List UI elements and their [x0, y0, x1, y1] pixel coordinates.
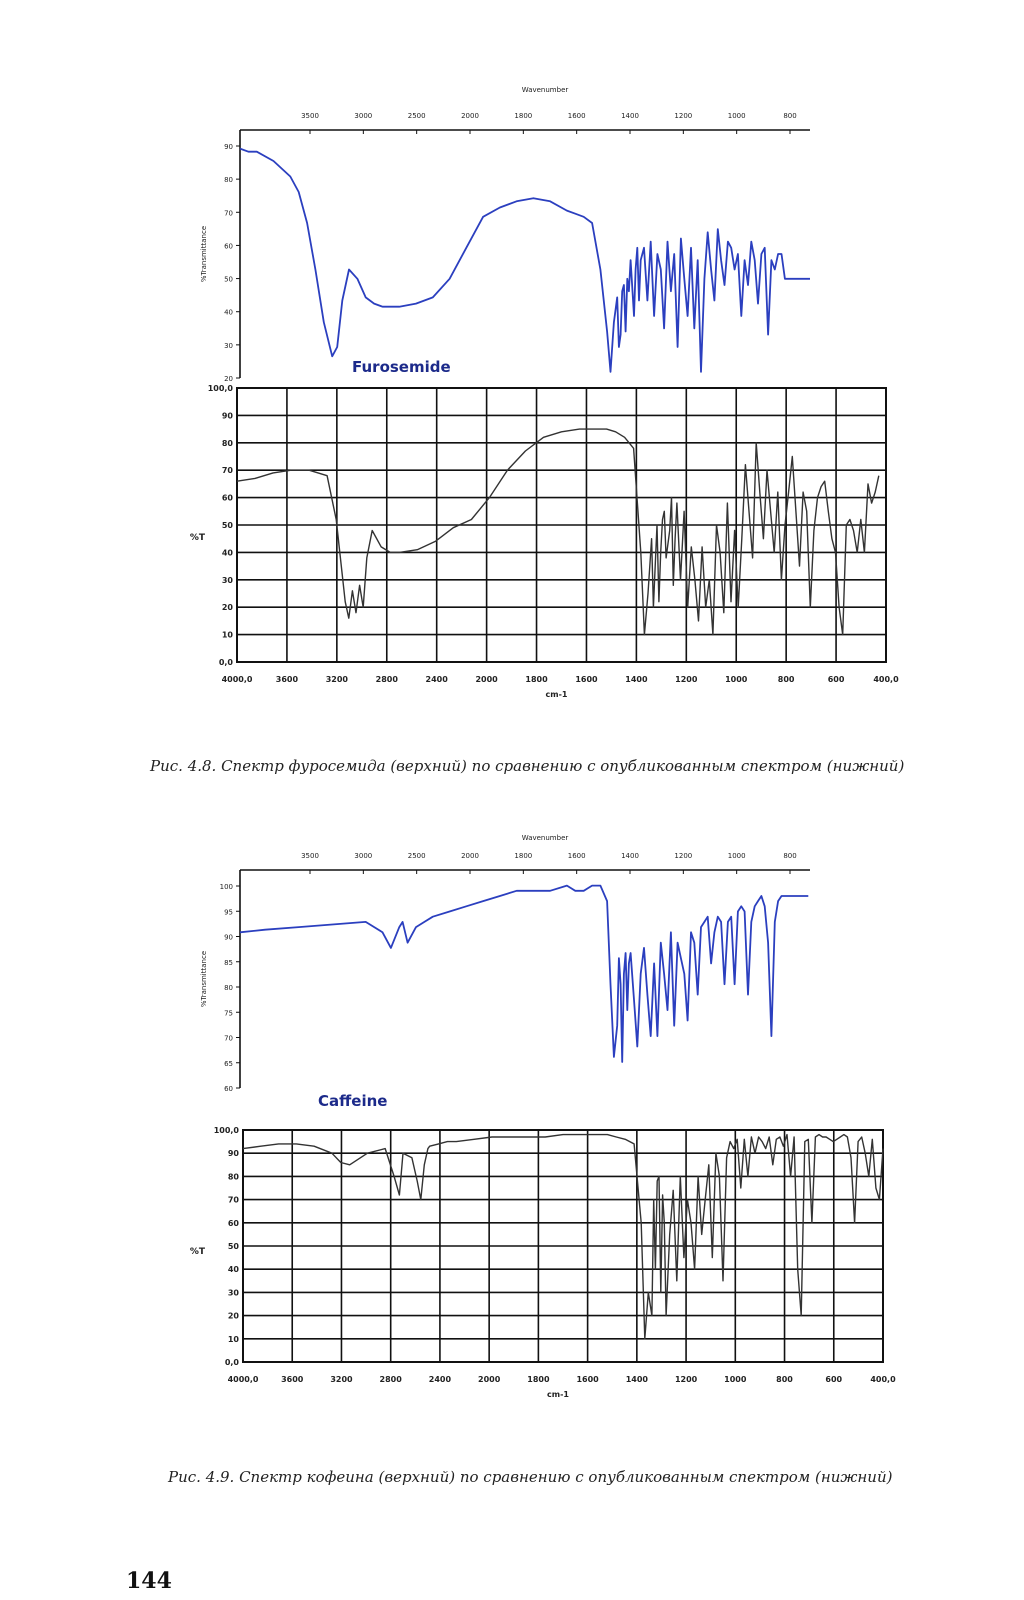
- furosemide-reference-x-tick-label: 3200: [325, 675, 348, 684]
- caffeine-top-compound-label: Caffeine: [318, 1092, 388, 1110]
- caffeine-top-y-tick-label: 70: [224, 1034, 233, 1043]
- furosemide-top-x-tick-label: 3000: [354, 112, 373, 120]
- caffeine-top-x-tick-label: 1200: [674, 852, 693, 860]
- caffeine-top-y-tick-label: 85: [224, 958, 233, 967]
- caffeine-top-y-tick-label: 75: [224, 1009, 233, 1018]
- caffeine-reference-x-tick-label: 2400: [428, 1375, 452, 1384]
- caffeine-reference-y-tick-label: 50: [227, 1242, 239, 1251]
- caffeine-top-y-tick-label: 100: [219, 883, 233, 891]
- caffeine-reference-x-tick-label: 1000: [724, 1375, 747, 1384]
- caffeine-reference-x-tick-label: 4000,0: [227, 1375, 259, 1384]
- caffeine-reference-x-tick-label: 3200: [330, 1375, 353, 1384]
- caffeine-top-x-tick-label: 2000: [461, 852, 479, 860]
- caffeine-top-spectrum-line: [240, 886, 808, 1062]
- caffeine-reference-y-tick-label: 40: [227, 1265, 239, 1275]
- furosemide-reference-x-tick-label: 400,0: [873, 675, 899, 684]
- caffeine-top-x-tick-label: 1600: [567, 852, 586, 860]
- caffeine-top-x-tick-label: 2500: [407, 852, 426, 860]
- caffeine-top-y-axis-title: %Transmittance: [200, 950, 208, 1008]
- furosemide-top-x-tick-label: 1000: [727, 112, 746, 120]
- furosemide-top-compound-label: Furosemide: [352, 358, 451, 376]
- caffeine-reference-y-tick-label: 0,0: [224, 1358, 239, 1367]
- caffeine-top-y-tick-label: 65: [224, 1059, 233, 1068]
- furosemide-reference-x-tick-label: 1800: [525, 675, 548, 684]
- furosemide-reference-x-tick-label: 1400: [625, 675, 648, 684]
- furosemide-reference-x-axis-title: cm-1: [545, 690, 568, 699]
- furosemide-top-y-tick-label: 80: [224, 176, 233, 185]
- caffeine-reference-x-tick-label: 1800: [527, 1375, 550, 1384]
- furosemide-top-y-tick-label: 50: [224, 275, 233, 284]
- furosemide-top-y-tick-label: 40: [224, 308, 233, 317]
- furosemide-top-y-tick-label: 60: [224, 242, 233, 251]
- furosemide-top-y-tick-label: 30: [224, 341, 233, 350]
- furosemide-reference-x-tick-label: 2400: [425, 675, 448, 684]
- furosemide-reference-x-tick-label: 800: [777, 675, 795, 684]
- furosemide-top-x-tick-label: 1600: [567, 112, 586, 120]
- furosemide-reference-x-tick-label: 600: [827, 675, 845, 684]
- caffeine-reference-chart: [243, 1130, 883, 1362]
- caffeine-reference-x-tick-label: 1200: [674, 1375, 698, 1384]
- caffeine-top-y-tick-label: 95: [224, 908, 233, 917]
- furosemide-reference-x-tick-label: 2000: [475, 675, 498, 684]
- furosemide-reference-spectrum-line: [237, 429, 879, 634]
- caffeine-reference-x-tick-label: 400,0: [870, 1375, 896, 1384]
- furosemide-top-y-tick-label: 20: [224, 375, 233, 383]
- furosemide-reference-y-tick-label: 10: [221, 630, 233, 640]
- furosemide-reference-y-tick-label: 30: [221, 575, 233, 585]
- furosemide-top-spectrum-line: [240, 149, 810, 372]
- furosemide-top-x-tick-label: 1200: [674, 112, 693, 120]
- furosemide-top-x-tick-label: 2500: [407, 112, 426, 120]
- furosemide-reference-x-tick-label: 1600: [575, 675, 598, 684]
- caffeine-reference-y-tick-label: 100,0: [213, 1126, 239, 1135]
- furosemide-reference-y-tick-label: 50: [221, 521, 233, 530]
- furosemide-reference-y-tick-label: 60: [221, 493, 233, 503]
- furosemide-reference-y-tick-label: 0,0: [218, 658, 233, 667]
- caffeine-top-x-tick-label: 3500: [301, 852, 319, 860]
- caffeine-top-y-tick-label: 90: [224, 933, 233, 942]
- furosemide-reference-y-tick-label: 20: [221, 603, 233, 613]
- furosemide-reference-y-tick-label: 100,0: [207, 384, 233, 393]
- furosemide-reference-y-tick-label: 90: [221, 411, 233, 421]
- furosemide-reference-y-tick-label: 80: [221, 438, 233, 448]
- furosemide-reference-x-tick-label: 3600: [275, 675, 299, 684]
- furosemide-reference-y-tick-label: 70: [221, 466, 233, 476]
- caffeine-reference-y-tick-label: 90: [227, 1149, 239, 1159]
- caffeine-reference-x-tick-label: 2800: [379, 1375, 402, 1384]
- caffeine-reference-x-tick-label: 800: [776, 1375, 793, 1384]
- caffeine-reference-y-tick-label: 80: [227, 1172, 239, 1182]
- caffeine-reference-x-tick-label: 2000: [478, 1375, 501, 1384]
- caffeine-top-y-tick-label: 60: [224, 1085, 233, 1093]
- furosemide-top-x-tick-label: 1400: [621, 112, 639, 120]
- caffeine-top-x-axis-title: Wavenumber: [521, 834, 569, 842]
- caffeine-top-chart: [236, 870, 810, 1088]
- furosemide-reference-x-tick-label: 4000,0: [221, 675, 253, 684]
- furosemide-top-x-tick-label: 1800: [514, 112, 533, 120]
- furosemide-reference-y-tick-label: 40: [221, 548, 233, 558]
- caffeine-reference-x-tick-label: 1400: [625, 1375, 648, 1384]
- caffeine-reference-x-tick-label: 1600: [576, 1375, 599, 1384]
- caffeine-reference-y-tick-label: 20: [227, 1311, 239, 1321]
- caffeine-reference-y-tick-label: 70: [227, 1195, 239, 1205]
- furosemide-top-y-tick-label: 90: [224, 143, 233, 151]
- furosemide-top-x-axis-title: Wavenumber: [521, 86, 569, 94]
- caffeine-top-x-tick-label: 800: [783, 852, 797, 860]
- caffeine-reference-spectrum-line: [243, 1135, 883, 1339]
- furosemide-top-y-axis-title: %Transmittance: [200, 225, 208, 283]
- caffeine-reference-y-tick-label: 60: [227, 1218, 239, 1228]
- caffeine-reference-x-tick-label: 600: [825, 1375, 843, 1384]
- caffeine-top-x-tick-label: 1800: [514, 852, 533, 860]
- furosemide-reference-x-tick-label: 1000: [725, 675, 748, 684]
- furosemide-reference-y-axis-title: %T: [189, 533, 205, 543]
- furosemide-reference-x-tick-label: 1200: [675, 675, 698, 684]
- caffeine-reference-x-axis-title: cm-1: [547, 1390, 569, 1399]
- figure-4-9-caption: Рис. 4.9. Спектр кофеина (верхний) по сравнению с опубликованным спектром (нижний): [168, 1468, 893, 1486]
- caffeine-reference-y-axis-title: %T: [189, 1247, 205, 1257]
- figure-4-8-caption: Рис. 4.8. Спектр фуросемида (верхний) по сравнению с опубликованным спектром (нижний): [150, 757, 905, 775]
- furosemide-reference-chart: [237, 388, 886, 662]
- furosemide-top-y-tick-label: 70: [224, 209, 233, 218]
- caffeine-top-y-tick-label: 80: [224, 984, 233, 992]
- furosemide-top-x-tick-label: 800: [783, 112, 797, 120]
- furosemide-top-chart: [236, 130, 810, 378]
- caffeine-reference-x-tick-label: 3600: [281, 1375, 304, 1384]
- furosemide-reference-x-tick-label: 2800: [375, 675, 398, 684]
- caffeine-top-x-tick-label: 3000: [354, 852, 373, 860]
- page-number: 144: [126, 1568, 172, 1594]
- caffeine-top-x-tick-label: 1400: [621, 852, 639, 860]
- furosemide-top-x-tick-label: 3500: [301, 112, 319, 120]
- caffeine-reference-y-tick-label: 10: [227, 1334, 239, 1344]
- caffeine-reference-y-tick-label: 30: [227, 1288, 239, 1298]
- furosemide-top-x-tick-label: 2000: [461, 112, 479, 120]
- caffeine-top-x-tick-label: 1000: [727, 852, 746, 860]
